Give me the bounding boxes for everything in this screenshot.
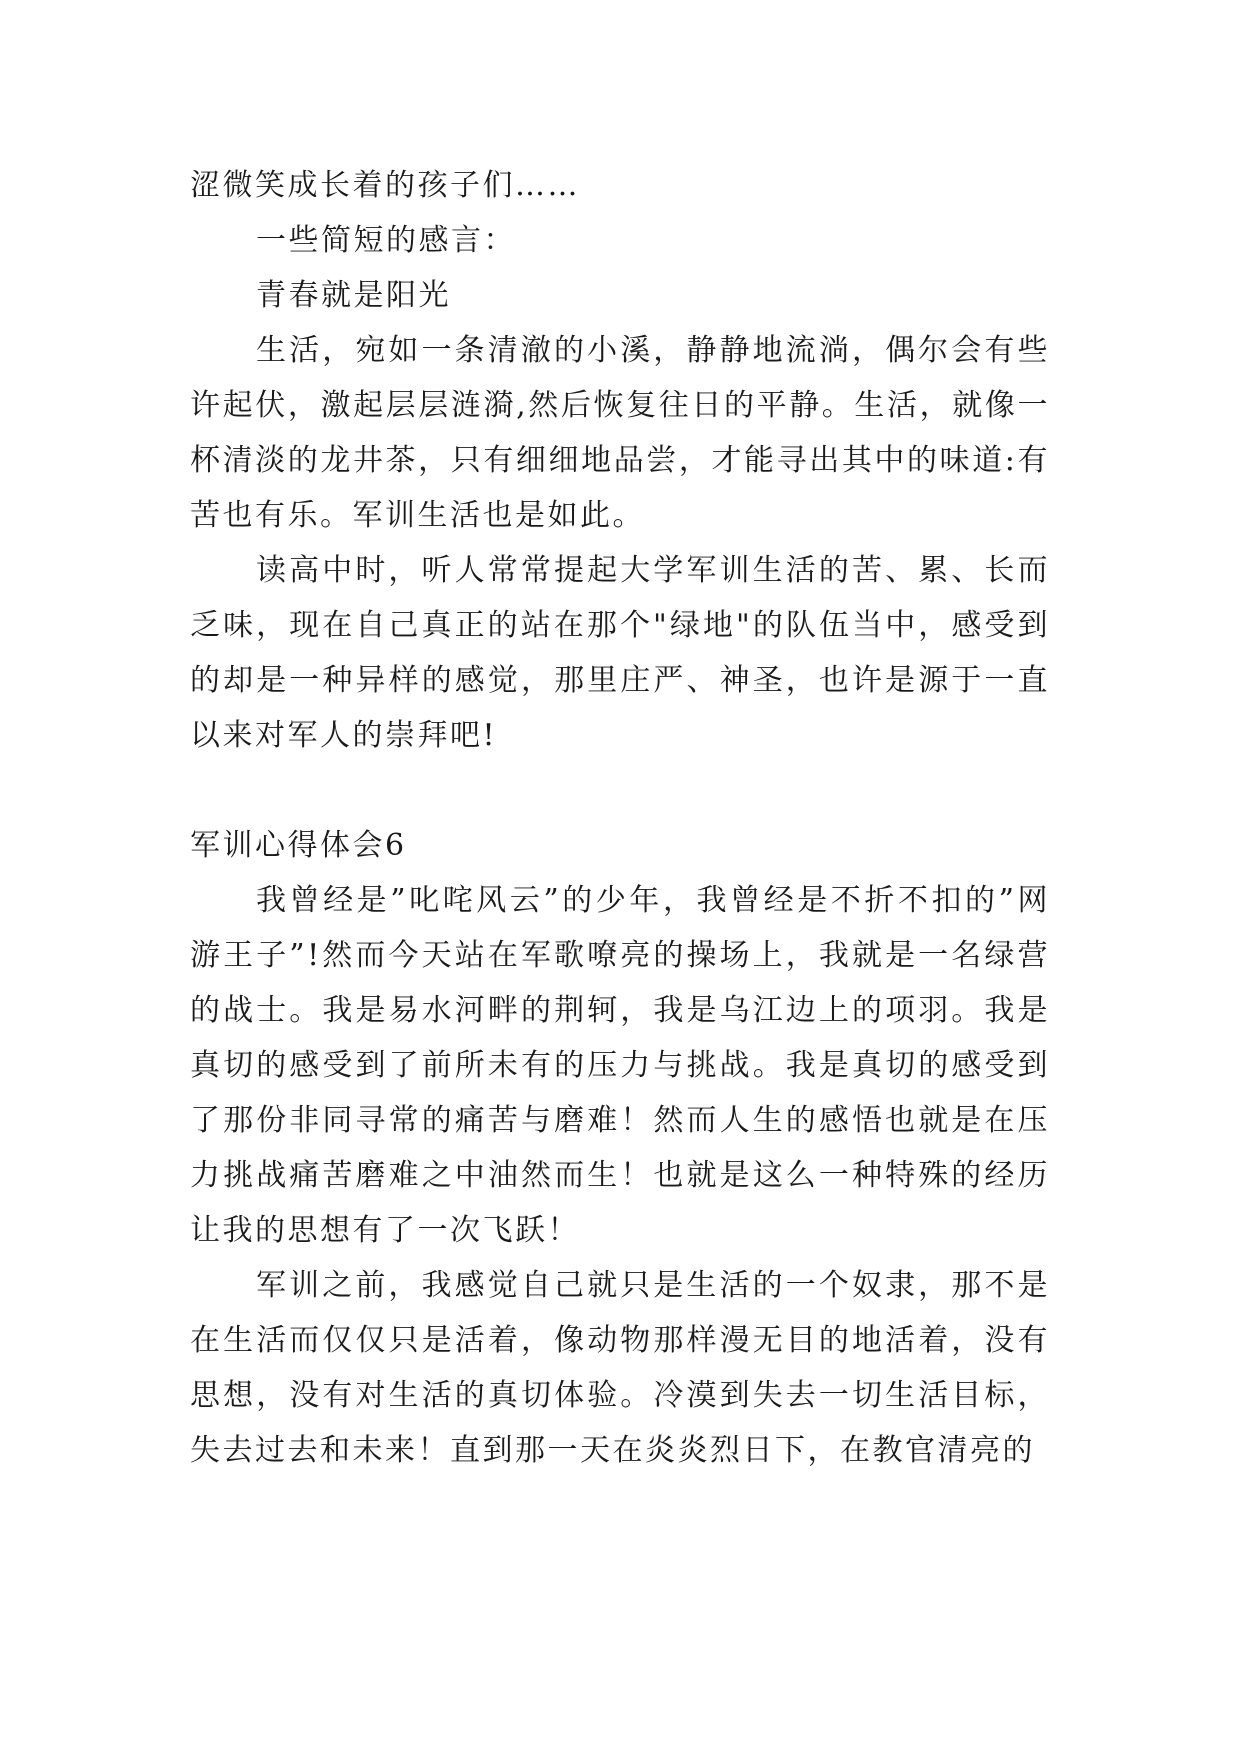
paragraph-life: 生活，宛如一条清澈的小溪，静静地流淌，偶尔会有些许起伏，激起层层涟漪,然后恢复往日的平静。生活，就像一杯清淡的龙井茶，只有细细地品尝，才能寻出其中的味道:有苦也有乐。军训生活也是如此。 [190,333,1050,533]
paragraph-intro: 一些简短的感言： [256,223,516,258]
document-body [190,158,1050,1478]
paragraph-subtitle: 青春就是阳光 [256,278,451,313]
paragraph-gamer: 我曾经是”叱咤风云”的少年，我曾经是不折不扣的”网游王子”!然而今天站在军歌嘹亮的操场上，我就是一名绿营的战士。我是易水河畔的荆轲，我是乌江边上的项羽。我是真切的感受到了前所未有的压力与挑战。我是真切的感受到了那份非同寻常的痛苦与磨难！然而人生的感悟也就是在压力挑战痛苦磨难之中油然而生！也就是这么一种特殊的经历让我的思想有了一次飞跃！ [190,883,1050,1248]
section-heading: 军训心得体会6 [190,828,407,863]
paragraph-highschool: 读高中时，听人常常提起大学军训生活的苦、累、长而乏味，现在自己真正的站在那个"绿地"的队伍当中，感受到的却是一种异样的感觉，那里庄严、神圣，也许是源于一直以来对军人的崇拜吧! [190,553,1050,753]
paragraph-before-training: 军训之前，我感觉自己就只是生活的一个奴隶，那不是在生活而仅仅只是活着，像动物那样漫无目的地活着，没有思想，没有对生活的真切体验。冷漠到失去一切生活目标，失去过去和未来！直到那一天在炎炎烈日下，在教官清亮的 [190,1268,1050,1468]
paragraph-continuation: 涩微笑成长着的孩子们…… [190,168,580,203]
